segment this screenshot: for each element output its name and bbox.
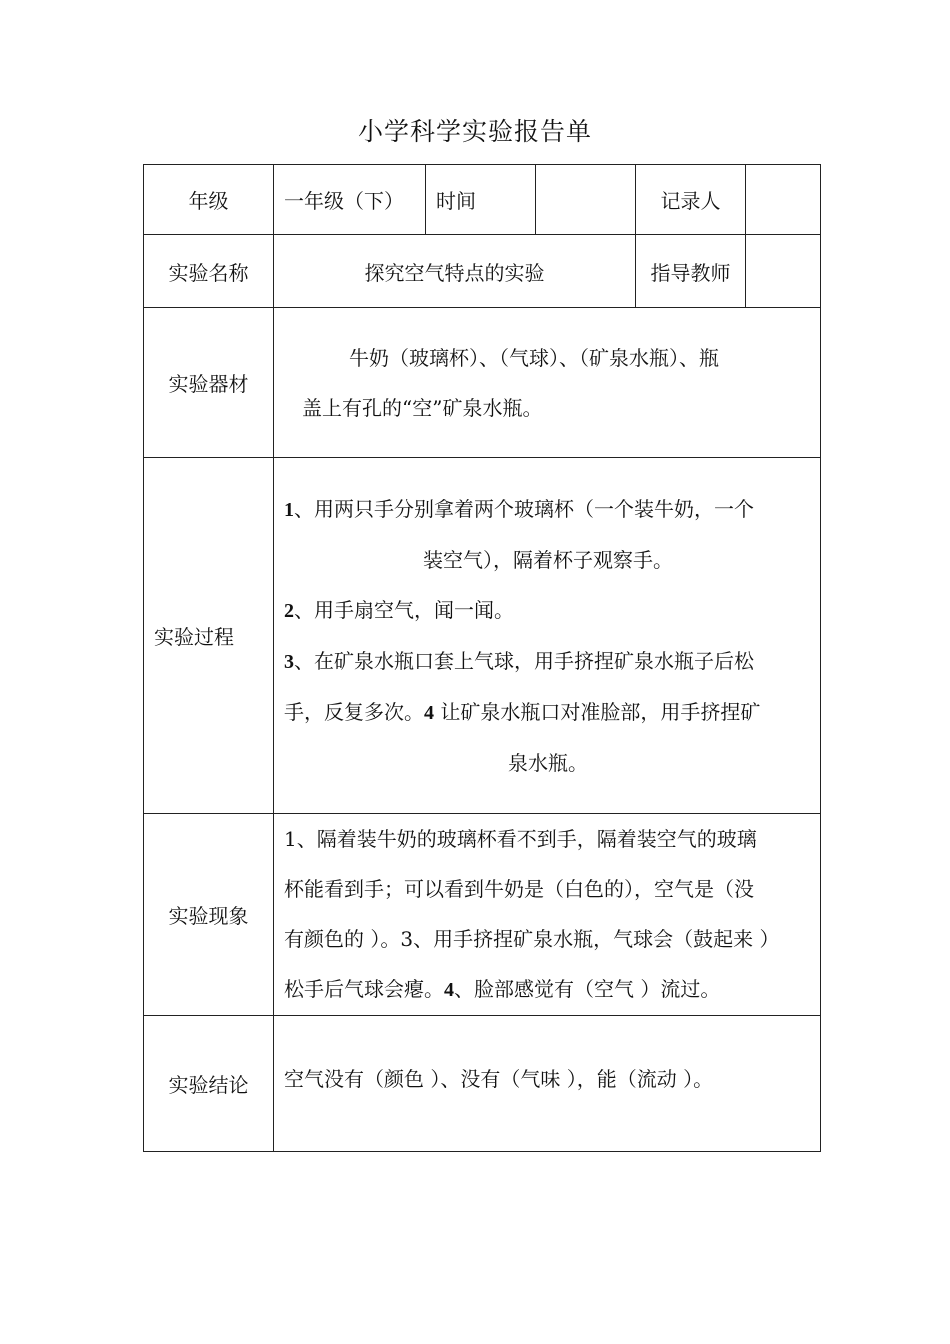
phenomena-line-3: 有颜色的 ）。3、用手挤捏矿泉水瓶，气球会（鼓起来 ） — [284, 927, 780, 951]
time-label: 时间 — [426, 165, 536, 235]
process-label: 实验过程 — [144, 458, 274, 814]
process-step-4-cont: 泉水瓶。 — [508, 750, 588, 775]
step-text: 、用两只手分别拿着两个玻璃杯（一个装牛奶，一个 — [294, 496, 754, 521]
step-number: 1 — [284, 498, 294, 521]
row-grade-time-recorder — [144, 165, 821, 235]
process-content — [274, 458, 821, 814]
recorder-value — [746, 165, 821, 235]
materials-label: 实验器材 — [144, 308, 274, 458]
row-conclusion — [144, 1016, 821, 1152]
process-step-1 — [284, 484, 812, 535]
phenomena-text: 、脸部感觉有（空气 ）流过。 — [454, 977, 721, 1001]
conclusion-label: 实验结论 — [144, 1016, 274, 1152]
materials-line-2: 盖上有孔的“空”矿泉水瓶。 — [302, 395, 543, 420]
grade-label: 年级 — [144, 165, 274, 235]
materials-line-1: 牛奶（玻璃杯）、（气球）、（矿泉水瓶）、瓶 — [349, 345, 719, 370]
phenomena-line-2: 杯能看到手；可以看到牛奶是（白色的），空气是（没 — [284, 877, 754, 901]
step-text: 手，反复多次。 — [284, 699, 424, 724]
row-phenomena — [144, 814, 821, 1016]
page-title: 小学科学实验报告单 — [357, 117, 592, 146]
step-number: 2 — [284, 599, 294, 622]
report-table — [143, 164, 821, 1152]
phenomena-line-1: 1、隔着装牛奶的玻璃杯看不到手，隔着装空气的玻璃 — [284, 827, 757, 851]
grade-value: 一年级（下） — [274, 165, 426, 235]
process-step-2 — [284, 585, 812, 636]
phenomena-text: 松手后气球会瘪。 — [284, 977, 444, 1001]
conclusion-text: 空气没有（颜色 ）、没有（气味 ），能（流动 ）。 — [284, 1067, 714, 1091]
phenomena-number: 4 — [444, 979, 454, 1001]
step-text: 、用手扇空气，闻一闻。 — [294, 597, 514, 622]
materials-content — [274, 308, 821, 458]
teacher-value — [746, 235, 821, 308]
row-experiment-name — [144, 235, 821, 308]
process-step-3 — [284, 636, 812, 687]
row-process — [144, 458, 821, 814]
phenomena-line-4 — [284, 964, 812, 1015]
recorder-label: 记录人 — [636, 165, 746, 235]
step-text: 让矿泉水瓶口对准脸部，用手挤捏矿 — [434, 699, 761, 724]
step-text: 、在矿泉水瓶口套上气球，用手挤捏矿泉水瓶子后松 — [294, 648, 754, 673]
experiment-name-value: 探究空气特点的实验 — [274, 235, 636, 308]
phenomena-label: 实验现象 — [144, 814, 274, 1016]
conclusion-content — [274, 1016, 821, 1152]
row-materials — [144, 308, 821, 458]
teacher-label: 指导教师 — [636, 235, 746, 308]
time-value — [536, 165, 636, 235]
step-number: 4 — [424, 701, 434, 724]
process-step-1-cont: 装空气），隔着杯子观察手。 — [423, 547, 673, 572]
process-step-3-cont — [284, 687, 812, 738]
step-number: 3 — [284, 650, 294, 673]
phenomena-content — [274, 814, 821, 1016]
experiment-name-label: 实验名称 — [144, 235, 274, 308]
